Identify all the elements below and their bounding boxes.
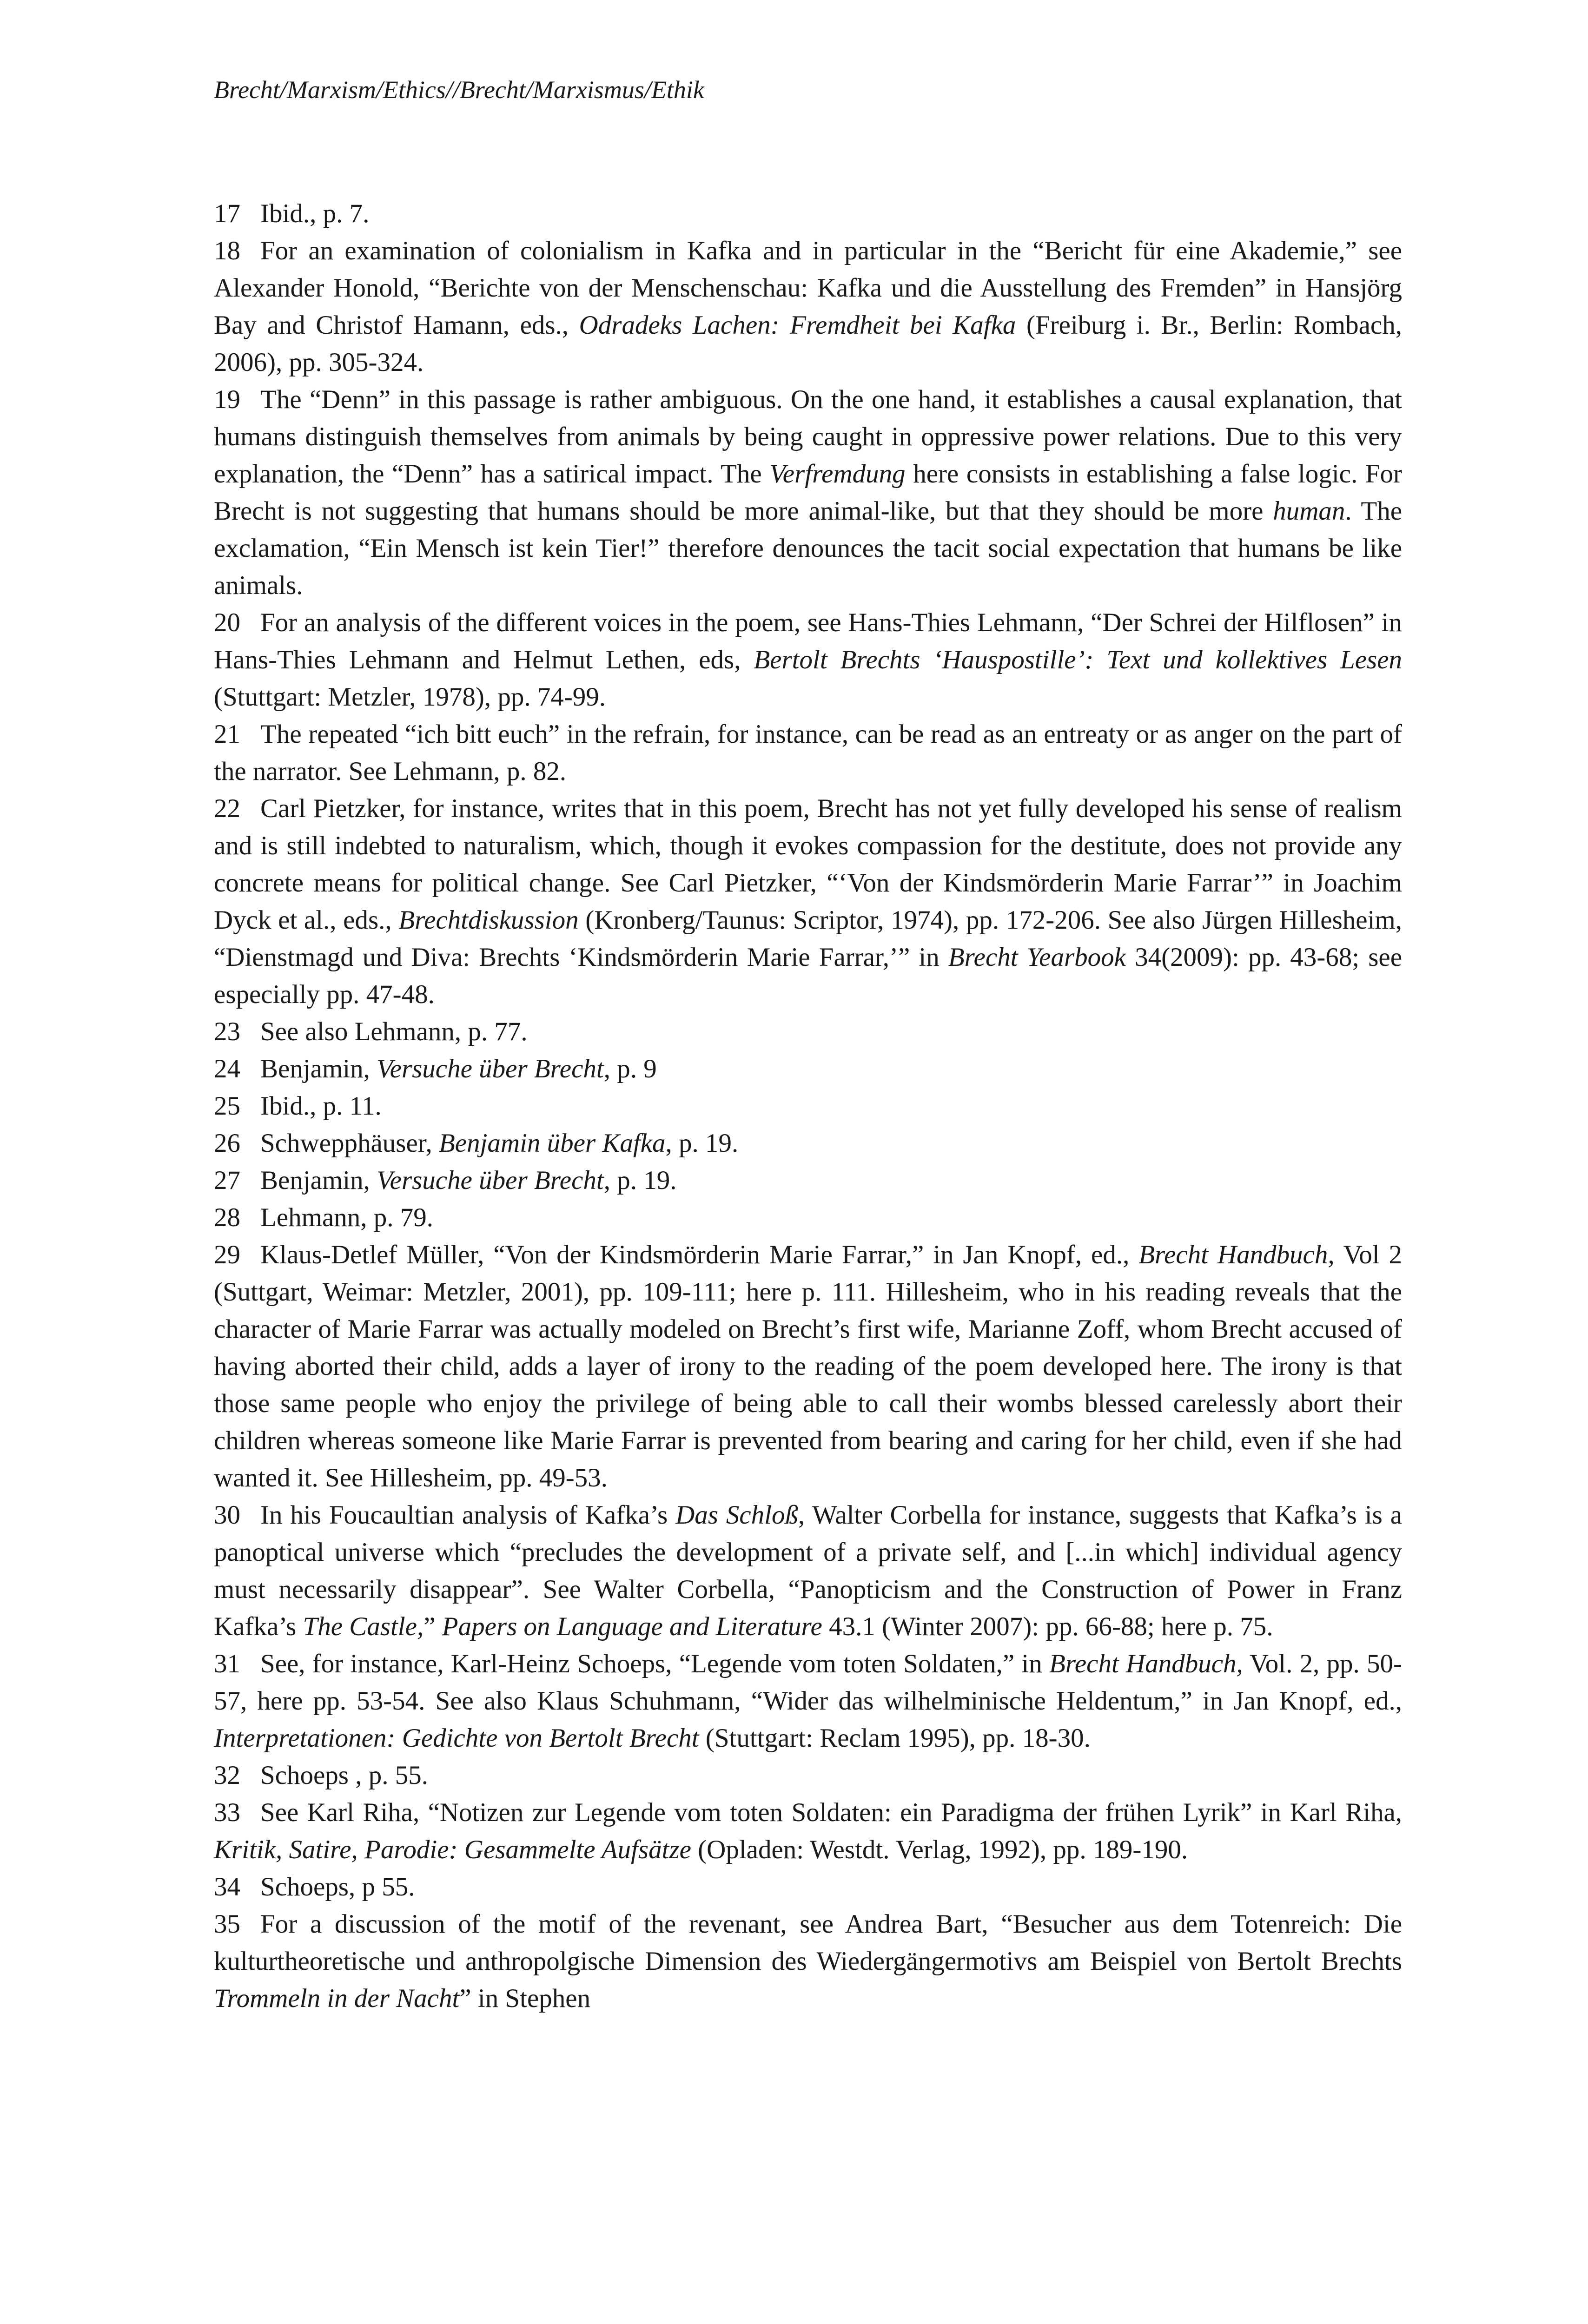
endnote-22	[214, 790, 1402, 1013]
italic-title: Bertolt Brechts ‘Hauspostille’: Text und kollektives Lesen	[754, 645, 1402, 674]
note-segment: , p. 19.	[665, 1129, 739, 1158]
italic-title: Trommeln in der Nacht	[214, 1984, 460, 2013]
endnote-19	[214, 381, 1402, 604]
endnote-number: 20	[214, 608, 240, 637]
italic-title: Brechtdiskussion	[398, 905, 579, 935]
endnote-text	[214, 1909, 1402, 2013]
note-segment: The repeated “ich bitt euch” in the refrain, for instance, can be read as an entreaty or as anger on the part of the narrator. See Lehmann, p. 82.	[214, 720, 1402, 786]
endnote-number: 32	[214, 1761, 240, 1790]
endnote-text	[260, 1054, 657, 1083]
note-segment: Benjamin,	[260, 1054, 377, 1083]
endnote-20	[214, 604, 1402, 716]
endnote-text	[260, 1017, 528, 1046]
endnote-text	[260, 1872, 415, 1901]
endnote-number: 27	[214, 1166, 240, 1195]
note-segment: ” in Stephen	[459, 1984, 591, 2013]
endnote-text	[214, 385, 1402, 600]
italic-title: Papers on Language and Literature	[442, 1612, 822, 1641]
note-segment: here consists in establishing a false logic. For Brecht is not suggesting that humans should be more animal-like, but that they should be more	[214, 459, 1402, 526]
note-segment: See also Lehmann, p. 77.	[260, 1017, 528, 1046]
note-segment: , Walter Corbella for instance, suggests that Kafka’s is a panoptical universe which “precludes the development of a private self, and [...in which] individual agency must necessarily disappear”. See Walter Corbella, “Panopticism and the Construction of Power in Franz Kafka’s	[214, 1500, 1403, 1641]
endnote-number: 25	[214, 1091, 240, 1121]
note-segment: (Stuttgart: Metzler, 1978), pp. 74-99.	[214, 682, 606, 712]
endnote-31	[214, 1645, 1402, 1757]
endnote-25	[214, 1088, 1402, 1125]
note-segment: ”	[423, 1612, 442, 1641]
note-segment: Schoeps, p 55.	[260, 1872, 415, 1901]
endnote-number: 28	[214, 1203, 240, 1232]
endnote-text	[214, 1649, 1402, 1753]
note-segment: , p. 9	[603, 1054, 657, 1083]
italic-title: Brecht Handbuch,	[1138, 1240, 1335, 1269]
endnote-number: 18	[214, 236, 240, 265]
note-segment: Benjamin,	[260, 1166, 377, 1195]
endnote-text	[260, 1203, 433, 1232]
endnote-33	[214, 1794, 1402, 1868]
endnote-text	[260, 1761, 428, 1790]
note-segment: For an examination of colonialism in Kafka and in particular in the “Bericht für eine Akademie,” see Alexander Honold, “Berichte von der Menschenschau: Kafka und die Ausstellung des Fremden” in Hansjörg Bay and Christof Hamann, eds.,	[214, 236, 1402, 340]
endnote-number: 19	[214, 385, 240, 414]
endnote-text	[260, 1166, 676, 1195]
endnote-number: 23	[214, 1017, 240, 1046]
italic-title: Das Schloß	[675, 1500, 798, 1530]
note-segment: For a discussion of the motif of the revenant, see Andrea Bart, “Besucher aus dem Totenreich: Die kulturtheoretische und anthropolgische Dimension des Wiedergängermotivs am Beispiel von Bertolt Brechts	[214, 1909, 1402, 1976]
running-head: Brecht/Marxism/Ethics//Brecht/Marxismus/Ethik	[214, 76, 704, 104]
endnote-number: 30	[214, 1500, 240, 1530]
italic-title: Versuche über Brecht	[377, 1166, 604, 1195]
endnote-18	[214, 232, 1402, 381]
endnote-text	[260, 199, 369, 228]
endnote-number: 22	[214, 794, 240, 823]
endnote-21	[214, 716, 1402, 790]
endnote-17	[214, 195, 1402, 232]
endnote-26	[214, 1125, 1402, 1162]
endnote-number: 33	[214, 1798, 240, 1827]
note-segment: (Kronberg/Taunus: Scriptor, 1974), pp. 172-206. See also Jürgen Hillesheim, “Dienstmagd und Diva: Brechts ‘Kindsmörderin Marie Farrar,’” in	[214, 905, 1402, 972]
endnote-23	[214, 1013, 1402, 1050]
italic-title: human	[1273, 496, 1345, 526]
endnote-text	[260, 1129, 738, 1158]
endnote-text	[214, 720, 1402, 786]
italic-title: Verfremdung	[769, 459, 906, 489]
note-segment: Ibid., p. 11.	[260, 1091, 382, 1121]
endnote-32	[214, 1757, 1402, 1794]
italic-title: The Castle,	[303, 1612, 424, 1641]
note-segment: Schwepphäuser,	[260, 1129, 439, 1158]
endnote-35	[214, 1906, 1402, 2017]
endnote-number: 35	[214, 1909, 240, 1939]
note-segment: Vol 2 (Suttgart, Weimar: Metzler, 2001), pp. 109-111; here p. 111. Hillesheim, who in his reading reveals that the character of Marie Farrar was actually modeled on Brecht’s first wife, Marianne Zoff, whom Brecht accused of having aborted their child, adds a layer of irony to the reading of the poem developed here. The irony is that those same people who enjoy the privilege of being able to call their wombs blessed carelessly abort their children whereas someone like Marie Farrar is prevented from bearing and caring for her child, even if she had wanted it. See Hillesheim, pp. 49-53.	[214, 1240, 1402, 1492]
italic-title: Interpretationen: Gedichte von Bertolt Brecht	[214, 1723, 699, 1753]
endnote-number: 26	[214, 1129, 240, 1158]
italic-title: Odradeks Lachen: Fremdheit bei Kafka	[579, 310, 1016, 340]
italic-title: Kritik, Satire, Parodie: Gesammelte Aufsätze	[214, 1835, 691, 1864]
note-segment: . The exclamation, “Ein Mensch ist kein Tier!” therefore denounces the tacit social expectation that humans be like animals.	[214, 496, 1403, 600]
endnote-number: 31	[214, 1649, 240, 1678]
endnote-number: 17	[214, 199, 240, 228]
endnote-29	[214, 1236, 1402, 1497]
endnote-number: 24	[214, 1054, 240, 1083]
note-segment: See Karl Riha, “Notizen zur Legende vom toten Soldaten: ein Paradigma der frühen Lyrik” in Karl Riha,	[260, 1798, 1402, 1827]
note-segment: (Opladen: Westdt. Verlag, 1992), pp. 189-190.	[691, 1835, 1188, 1864]
note-segment: Schoeps , p. 55.	[260, 1761, 428, 1790]
note-segment: (Stuttgart: Reclam 1995), pp. 18-30.	[699, 1723, 1091, 1753]
note-segment: 43.1 (Winter 2007): pp. 66-88; here p. 75.	[822, 1612, 1273, 1641]
note-segment: 34(2009): pp. 43-68; see especially pp. 47-48.	[214, 943, 1402, 1009]
endnote-number: 34	[214, 1872, 240, 1901]
endnote-text	[260, 1091, 382, 1121]
endnote-30	[214, 1497, 1402, 1645]
note-segment: , p. 19.	[603, 1166, 677, 1195]
endnote-34	[214, 1868, 1402, 1906]
endnote-text	[214, 794, 1402, 1009]
italic-title: Versuche über Brecht	[377, 1054, 604, 1083]
note-segment: (Freiburg i. Br., Berlin: Rombach, 2006), pp. 305-324.	[214, 310, 1402, 377]
endnote-text	[214, 236, 1402, 377]
note-segment: Lehmann, p. 79.	[260, 1203, 434, 1232]
endnote-number: 21	[214, 720, 240, 749]
endnote-text	[214, 1798, 1402, 1864]
italic-title: Brecht Yearbook	[948, 943, 1126, 972]
endnote-number: 29	[214, 1240, 240, 1269]
endnote-27	[214, 1162, 1402, 1199]
endnote-text	[214, 1500, 1402, 1641]
note-segment: The “Denn” in this passage is rather ambiguous. On the one hand, it establishes a causal explanation, that humans distinguish themselves from animals by being caught in oppressive power relations. Due to this very explanation, the “Denn” has a satirical impact. The	[214, 385, 1402, 489]
italic-title: Benjamin über Kafka	[438, 1129, 666, 1158]
note-segment: Klaus-Detlef Müller, “Von der Kindsmörderin Marie Farrar,” in Jan Knopf, ed.,	[260, 1240, 1139, 1269]
endnote-text	[214, 1240, 1402, 1492]
note-segment: Carl Pietzker, for instance, writes that in this poem, Brecht has not yet fully developed his sense of realism and is still indebted to naturalism, which, though it evokes compassion for the destitute, does not provide any concrete means for political change. See Carl Pietzker, “‘Von der Kindsmörderin Marie Farrar’” in Joachim Dyck et al., eds.,	[214, 794, 1402, 935]
note-segment: In his Foucaultian analysis of Kafka’s	[260, 1500, 676, 1530]
note-segment: For an analysis of the different voices in the poem, see Hans-Thies Lehmann, “Der Schrei der Hilflosen” in Hans-Thies Lehmann and Helmut Lethen, eds,	[214, 608, 1402, 674]
note-segment: See, for instance, Karl-Heinz Schoeps, “Legende vom toten Soldaten,” in	[260, 1649, 1049, 1678]
endnotes-list	[214, 195, 1402, 2017]
endnote-28	[214, 1199, 1402, 1236]
note-segment: Ibid., p. 7.	[260, 199, 370, 228]
note-segment: Vol. 2, pp. 50-57, here pp. 53-54. See also Klaus Schuhmann, “Wider das wilhelminische Heldentum,” in Jan Knopf, ed.,	[214, 1649, 1402, 1716]
endnote-24	[214, 1050, 1402, 1088]
italic-title: Brecht Handbuch,	[1049, 1649, 1243, 1678]
endnote-text	[214, 608, 1402, 712]
